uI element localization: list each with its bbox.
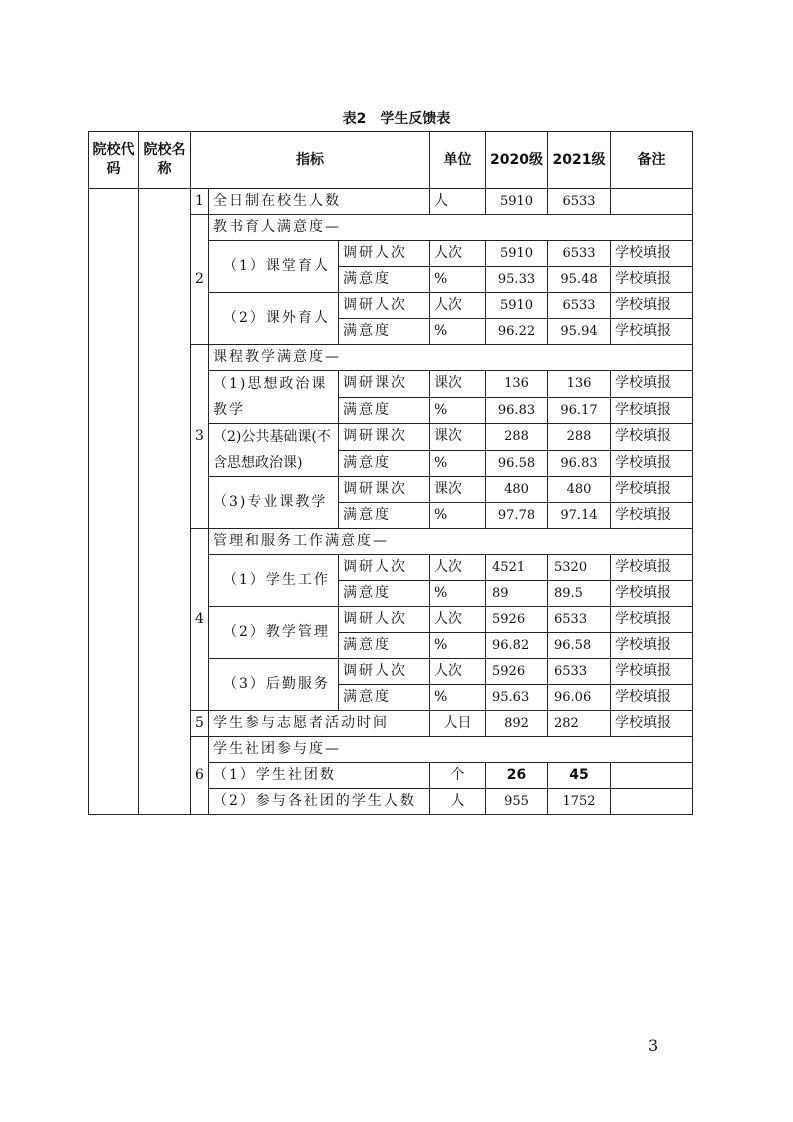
row-number: 2 xyxy=(191,215,209,345)
student-feedback-table xyxy=(88,131,693,815)
unit-cell: 人日 xyxy=(430,711,486,737)
unit-cell: 课次 xyxy=(430,424,486,451)
measure-label: 调研课次 xyxy=(339,424,430,451)
value-2021: 95.94 xyxy=(548,319,611,345)
header-unit: 单位 xyxy=(430,132,486,189)
unit-cell: 人次 xyxy=(430,555,486,581)
remark-cell: 学校填报 xyxy=(611,633,693,659)
header-school-name: 院校名称 xyxy=(139,132,191,189)
measure-label: 调研人次 xyxy=(339,607,430,633)
remark-cell: 学校填报 xyxy=(611,607,693,633)
remark-cell: 学校填报 xyxy=(611,711,693,737)
section-title: 教书育人满意度— xyxy=(209,215,693,241)
measure-label: 调研人次 xyxy=(339,241,430,267)
row-number: 3 xyxy=(191,345,209,529)
unit-cell: % xyxy=(430,450,486,477)
unit-cell: % xyxy=(430,267,486,293)
header-school-code: 院校代码 xyxy=(89,132,139,189)
measure-label: 满意度 xyxy=(339,397,430,424)
value-2021: 5320 xyxy=(548,555,611,581)
header-remark: 备注 xyxy=(611,132,693,189)
value-2020: 5910 xyxy=(486,241,548,267)
caption-label: 表2 xyxy=(342,111,367,127)
sub-indicator: （2）课外育人 xyxy=(209,293,339,345)
table-row xyxy=(89,189,693,215)
value-2021: 95.48 xyxy=(548,267,611,293)
unit-cell: 人次 xyxy=(430,659,486,685)
value-2021: 6533 xyxy=(548,241,611,267)
value-2021: 6533 xyxy=(548,293,611,319)
value-2021: 136 xyxy=(548,371,611,398)
remark-cell: 学校填报 xyxy=(611,659,693,685)
header-row xyxy=(89,132,693,189)
indicator-name: 学生参与志愿者活动时间 xyxy=(209,711,430,737)
table-caption xyxy=(0,108,793,128)
value-2021: 480 xyxy=(548,477,611,503)
header-indicator: 指标 xyxy=(191,132,430,189)
unit-cell: % xyxy=(430,397,486,424)
unit-cell: 人 xyxy=(430,189,486,215)
header-2021: 2021级 xyxy=(548,132,611,189)
value-2020: 89 xyxy=(486,581,548,607)
remark-cell xyxy=(611,789,693,815)
remark-cell: 学校填报 xyxy=(611,267,693,293)
remark-cell xyxy=(611,189,693,215)
unit-cell: 人次 xyxy=(430,241,486,267)
remark-cell: 学校填报 xyxy=(611,685,693,711)
value-2021: 288 xyxy=(548,424,611,451)
sub-indicator: （2)公共基础课(不含思想政治课) xyxy=(209,424,339,477)
unit-cell: % xyxy=(430,503,486,529)
measure-label: 调研人次 xyxy=(339,555,430,581)
sub-indicator: （3)专业课教学 xyxy=(209,477,339,529)
measure-label: 满意度 xyxy=(339,581,430,607)
value-2020: 5910 xyxy=(486,189,548,215)
value-2020: 96.58 xyxy=(486,450,548,477)
value-2021: 89.5 xyxy=(548,581,611,607)
remark-cell: 学校填报 xyxy=(611,371,693,398)
unit-cell: 人次 xyxy=(430,293,486,319)
unit-cell: 个 xyxy=(430,763,486,789)
value-2020: 96.83 xyxy=(486,397,548,424)
measure-label: 调研人次 xyxy=(339,293,430,319)
sub-indicator: （1）课堂育人 xyxy=(209,241,339,293)
row-number: 6 xyxy=(191,737,209,815)
row-number: 5 xyxy=(191,711,209,737)
value-2020: 5926 xyxy=(486,607,548,633)
sub-indicator: （3）后勤服务 xyxy=(209,659,339,711)
remark-cell xyxy=(611,763,693,789)
value-2020: 26 xyxy=(486,763,548,789)
row-number: 1 xyxy=(191,189,209,215)
value-2020: 5926 xyxy=(486,659,548,685)
value-2021: 96.83 xyxy=(548,450,611,477)
value-2020: 95.63 xyxy=(486,685,548,711)
unit-cell: 课次 xyxy=(430,371,486,398)
remark-cell: 学校填报 xyxy=(611,397,693,424)
value-2020: 96.22 xyxy=(486,319,548,345)
indicator-name: （2）参与各社团的学生人数 xyxy=(209,789,430,815)
caption-title: 学生反馈表 xyxy=(380,111,451,127)
remark-cell: 学校填报 xyxy=(611,555,693,581)
value-2021: 96.06 xyxy=(548,685,611,711)
measure-label: 调研人次 xyxy=(339,659,430,685)
unit-cell: 人 xyxy=(430,789,486,815)
unit-cell: % xyxy=(430,581,486,607)
value-2020: 97.78 xyxy=(486,503,548,529)
unit-cell: % xyxy=(430,319,486,345)
sub-indicator: （2）教学管理 xyxy=(209,607,339,659)
value-2021: 6533 xyxy=(548,659,611,685)
indicator-name: 全日制在校生人数 xyxy=(209,189,430,215)
measure-label: 调研课次 xyxy=(339,371,430,398)
value-2021: 97.14 xyxy=(548,503,611,529)
value-2020: 5910 xyxy=(486,293,548,319)
value-2020: 288 xyxy=(486,424,548,451)
value-2020: 480 xyxy=(486,477,548,503)
value-2021: 96.17 xyxy=(548,397,611,424)
remark-cell: 学校填报 xyxy=(611,477,693,503)
remark-cell: 学校填报 xyxy=(611,450,693,477)
measure-label: 满意度 xyxy=(339,319,430,345)
value-2021: 1752 xyxy=(548,789,611,815)
remark-cell: 学校填报 xyxy=(611,424,693,451)
sub-indicator: （1)思想政治课教学 xyxy=(209,371,339,424)
unit-cell: % xyxy=(430,685,486,711)
school-name-cell xyxy=(139,189,191,815)
value-2020: 95.33 xyxy=(486,267,548,293)
section-title: 学生社团参与度— xyxy=(209,737,693,763)
measure-label: 满意度 xyxy=(339,503,430,529)
unit-cell: % xyxy=(430,633,486,659)
row-number: 4 xyxy=(191,529,209,711)
value-2020: 955 xyxy=(486,789,548,815)
unit-cell: 课次 xyxy=(430,477,486,503)
remark-cell: 学校填报 xyxy=(611,503,693,529)
value-2020: 4521 xyxy=(486,555,548,581)
measure-label: 调研课次 xyxy=(339,477,430,503)
value-2021: 282 xyxy=(548,711,611,737)
value-2020: 136 xyxy=(486,371,548,398)
remark-cell: 学校填报 xyxy=(611,581,693,607)
value-2020: 96.82 xyxy=(486,633,548,659)
value-2021: 45 xyxy=(548,763,611,789)
section-title: 课程教学满意度— xyxy=(209,345,693,371)
value-2021: 96.58 xyxy=(548,633,611,659)
school-code-cell xyxy=(89,189,139,815)
value-2021: 6533 xyxy=(548,607,611,633)
header-2020: 2020级 xyxy=(486,132,548,189)
remark-cell: 学校填报 xyxy=(611,293,693,319)
indicator-name: （1）学生社团数 xyxy=(209,763,430,789)
sub-indicator: （1）学生工作 xyxy=(209,555,339,607)
remark-cell: 学校填报 xyxy=(611,319,693,345)
measure-label: 满意度 xyxy=(339,633,430,659)
section-title: 管理和服务工作满意度— xyxy=(209,529,693,555)
unit-cell: 人次 xyxy=(430,607,486,633)
remark-cell: 学校填报 xyxy=(611,241,693,267)
value-2021: 6533 xyxy=(548,189,611,215)
measure-label: 满意度 xyxy=(339,267,430,293)
page-number: 3 xyxy=(648,1036,659,1055)
value-2020: 892 xyxy=(486,711,548,737)
measure-label: 满意度 xyxy=(339,450,430,477)
measure-label: 满意度 xyxy=(339,685,430,711)
